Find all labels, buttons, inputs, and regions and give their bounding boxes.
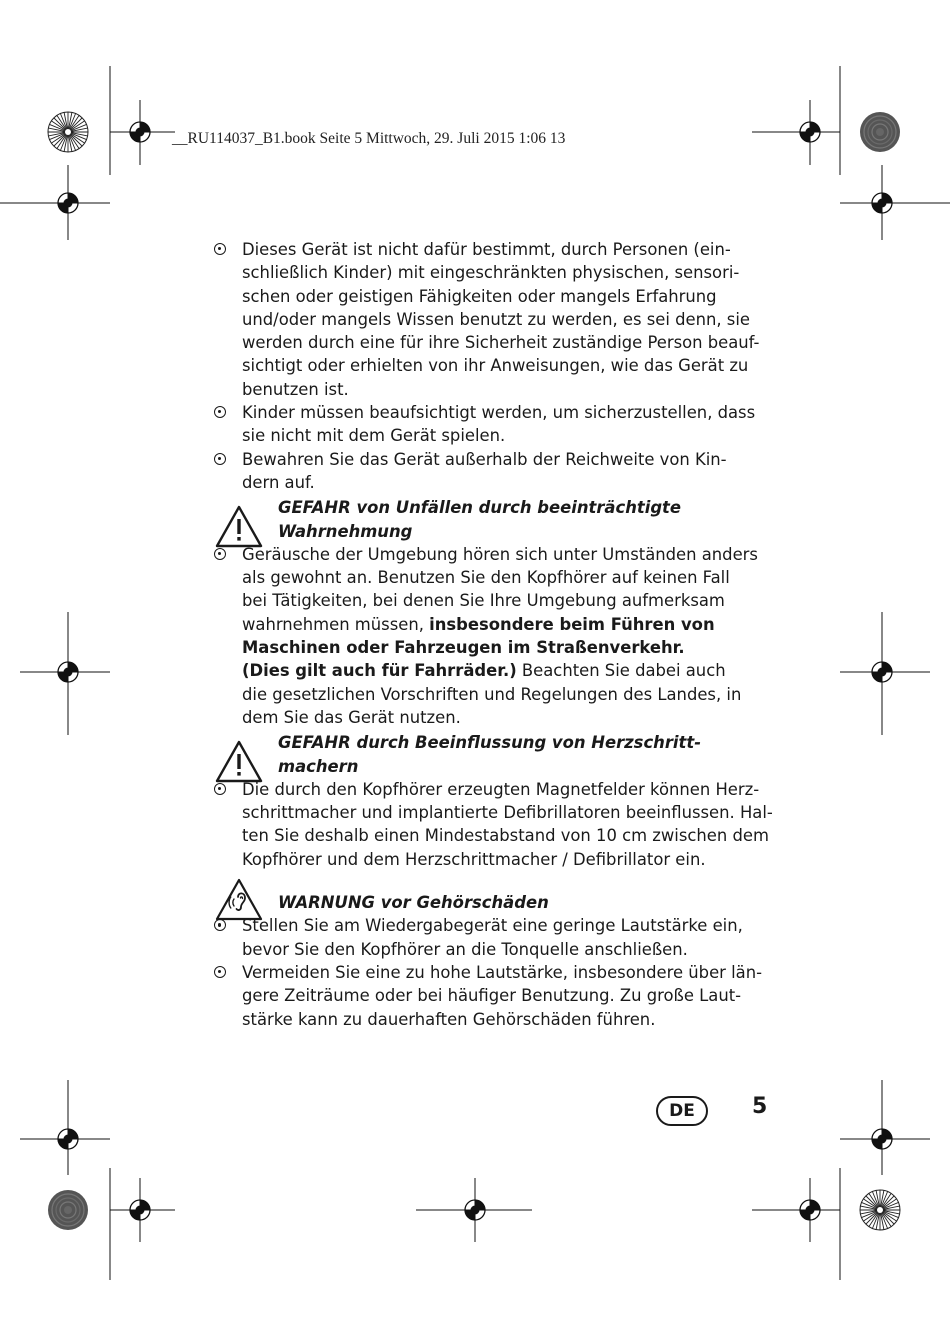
list-item: Geräusche der Umgebung hören sich unter Umständen anders als gewohnt an. Benutzen Sie den Kopfhörer auf keinen Fall bei Tätigkeiten, bei denen Sie Ihre Umgebung aufmerksam wahrnehmen müssen, insbesondere beim Führen von Maschinen oder Fahrzeugen im Straßenverkehr. (Dies gilt auch für Fahrräder.) Beachten Sie dabei auch die gesetzlichen Vorschriften und Regelungen des Landes, in dem Sie das Gerät nutzen.: [214, 543, 774, 729]
warning-heading: WARNUNG vor Gehörschäden: [214, 891, 774, 914]
language-badge: DE: [656, 1096, 708, 1126]
circle-dot-bullet-icon: [214, 243, 226, 255]
list-item: Vermeiden Sie eine zu hohe Lautstärke, insbesondere über län- gere Zeiträume oder bei häufiger Benutzung. Zu große Laut- stärke kann zu dauerhaften Gehörschäden führen.: [214, 961, 774, 1031]
circle-dot-bullet-icon: [214, 406, 226, 418]
list-item: Die durch den Kopfhörer erzeugten Magnetfelder können Herz- schrittmacher und implantierte Defibrillatoren beeinflussen. Hal- ten Sie deshalb einen Mindestabstand von 10 cm zwischen dem Kopfhörer und dem Herzschrittmacher / Defibrillator ein.: [214, 778, 774, 871]
circle-dot-bullet-icon: [214, 966, 226, 978]
warning-heading: GEFAHR von Unfällen durch beeinträchtigte Wahrnehmung: [214, 496, 774, 543]
circle-dot-bullet-icon: [214, 548, 226, 560]
page-footer: [656, 1096, 708, 1126]
warning-heading: GEFAHR durch Beeinflussung von Herzschritt- machern: [214, 731, 774, 778]
circle-dot-bullet-icon: [214, 783, 226, 795]
safety-instructions: [214, 238, 774, 1031]
circle-dot-bullet-icon: [214, 453, 226, 465]
list-item: Dieses Gerät ist nicht dafür bestimmt, durch Personen (ein- schließlich Kinder) mit eingeschränkten physischen, sensori- schen oder geistigen Fähigkeiten oder mangels Erfahrung und/oder mangels Wissen benutzt zu werden, es sei denn, sie werden durch eine für ihre Sicherheit zuständige Person beauf- sichtigt oder erhielten von ihr Anweisungen, wie das Gerät zu benutzen ist.: [214, 238, 774, 401]
list-item: Kinder müssen beaufsichtigt werden, um sicherzustellen, dass sie nicht mit dem Gerät spielen.: [214, 401, 774, 448]
circle-dot-bullet-icon: [214, 919, 226, 931]
page-number: 5: [752, 1094, 768, 1119]
list-item: Stellen Sie am Wiedergabegerät eine geringe Lautstärke ein, bevor Sie den Kopfhörer an die Tonquelle anschließen.: [214, 914, 774, 961]
book-file-info: __RU114037_B1.book Seite 5 Mittwoch, 29. Juli 2015 1:06 13: [172, 130, 566, 147]
list-item: Bewahren Sie das Gerät außerhalb der Reichweite von Kin- dern auf.: [214, 448, 774, 495]
